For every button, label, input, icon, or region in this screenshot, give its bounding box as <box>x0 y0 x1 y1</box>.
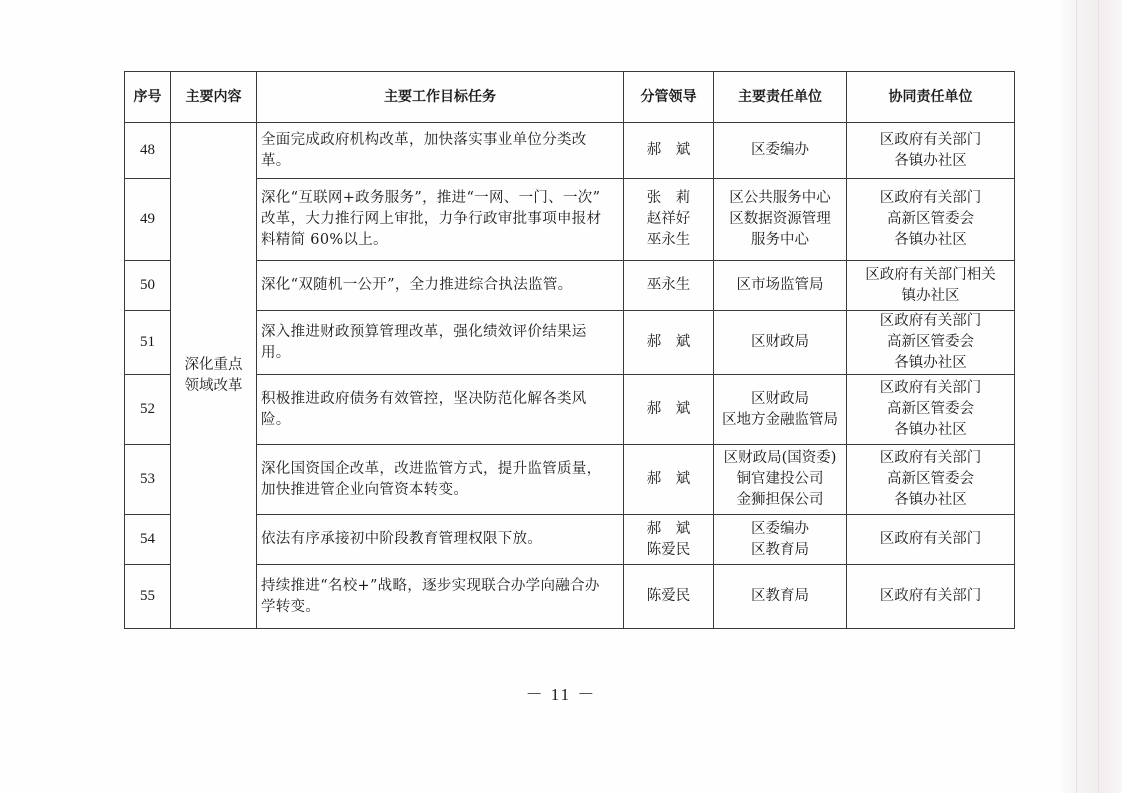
co-cell <box>847 123 1015 179</box>
co-cell-line: 高新区管委会 <box>887 471 974 487</box>
task-cell-line: 深入推进财政预算管理改革，强化绩效评价结果运 <box>261 323 587 340</box>
header-row <box>125 72 1015 123</box>
task-cell-line: 革。 <box>261 152 291 169</box>
leader-cell-line: 赵祥好 <box>646 211 691 227</box>
unit-cell-line: 区教育局 <box>751 541 809 558</box>
task-cell <box>257 375 624 445</box>
co-cell-line: 区政府有关部门 <box>879 450 982 466</box>
co-cell <box>847 445 1015 515</box>
table-row <box>125 261 1015 311</box>
leader-cell-line: 陈爱民 <box>646 541 691 558</box>
task-cell-line: 深化国资国企改革，改进监管方式，提升监管质量， <box>261 460 602 477</box>
unit-cell <box>714 445 847 515</box>
co-cell-line: 各镇办社区 <box>894 492 967 508</box>
unit-cell-line: 区财政局(国资委) <box>723 450 837 466</box>
co-cell-line: 高新区管委会 <box>887 334 974 350</box>
row-seq: 55 <box>125 565 171 629</box>
task-table <box>124 71 1015 629</box>
co-cell-line: 区政府有关部门 <box>879 131 982 148</box>
co-cell-line: 区政府有关部门 <box>879 588 982 604</box>
header-co: 协同责任单位 <box>847 72 1015 123</box>
co-cell-line: 区政府有关部门 <box>879 531 982 547</box>
task-cell <box>257 179 624 261</box>
task-cell-line: 学转变。 <box>261 598 321 615</box>
co-cell-line: 区政府有关部门 <box>879 380 982 396</box>
task-cell <box>257 123 624 179</box>
edge-line <box>1098 0 1099 793</box>
page-edge-shadow <box>1062 0 1122 793</box>
row-seq: 51 <box>125 311 171 375</box>
leader-cell-line: 郝 斌 <box>646 401 691 417</box>
header-unit: 主要责任单位 <box>714 72 847 123</box>
task-cell-line: 加快推进管企业向管资本转变。 <box>261 481 469 498</box>
table-row <box>125 445 1015 515</box>
task-cell-line: 险。 <box>261 411 291 428</box>
unit-cell <box>714 261 847 311</box>
co-cell <box>847 261 1015 311</box>
leader-cell-line: 郝 斌 <box>646 471 691 487</box>
header-leader: 分管领导 <box>624 72 714 123</box>
unit-cell-line: 区财政局 <box>751 390 809 407</box>
unit-cell-line: 金狮担保公司 <box>736 492 824 508</box>
table-row <box>125 179 1015 261</box>
table-row <box>125 375 1015 445</box>
unit-cell-line: 区委编办 <box>751 520 809 537</box>
row-seq: 49 <box>125 179 171 261</box>
page-number: － 11 － <box>525 685 597 704</box>
leader-cell <box>624 515 714 565</box>
task-cell <box>257 565 624 629</box>
co-cell-line: 区政府有关部门 <box>879 190 982 206</box>
unit-cell <box>714 515 847 565</box>
task-cell-line: 积极推进政府债务有效管控，坚决防范化解各类风 <box>261 390 587 407</box>
leader-cell-line: 陈爱民 <box>646 588 691 604</box>
task-cell-line: 深化“互联网+政务服务”，推进“一网、一门、一次” <box>261 190 601 206</box>
leader-cell <box>624 311 714 375</box>
leader-cell-line: 郝 斌 <box>646 334 691 350</box>
task-cell <box>257 445 624 515</box>
unit-cell-line: 铜官建投公司 <box>736 471 824 487</box>
unit-cell-line: 区教育局 <box>751 588 809 604</box>
unit-cell-line: 区数据资源管理 <box>729 211 831 227</box>
leader-cell-line: 张 莉 <box>646 190 691 206</box>
category-cell <box>171 123 257 629</box>
category-cell-line: 深化重点 <box>184 356 243 373</box>
co-cell-line: 高新区管委会 <box>887 211 974 227</box>
row-seq: 52 <box>125 375 171 445</box>
edge-line <box>1076 0 1077 793</box>
row-seq: 53 <box>125 445 171 515</box>
table-row <box>125 515 1015 565</box>
task-cell <box>257 261 624 311</box>
category-cell-line: 领域改革 <box>184 377 243 394</box>
row-seq: 54 <box>125 515 171 565</box>
row-seq: 50 <box>125 261 171 311</box>
leader-cell-line: 郝 斌 <box>646 142 691 158</box>
header-task: 主要工作目标任务 <box>257 72 624 123</box>
unit-cell <box>714 123 847 179</box>
leader-cell-line: 郝 斌 <box>646 520 691 537</box>
co-cell-line: 各镇办社区 <box>894 422 967 438</box>
co-cell <box>847 375 1015 445</box>
unit-cell-line: 区公共服务中心 <box>729 190 831 206</box>
header-seq: 序号 <box>125 72 171 123</box>
co-cell-line: 各镇办社区 <box>894 152 967 169</box>
unit-cell <box>714 311 847 375</box>
task-cell <box>257 311 624 375</box>
co-cell-line: 镇办社区 <box>901 287 960 304</box>
leader-cell <box>624 179 714 261</box>
co-cell-line: 各镇办社区 <box>894 355 967 371</box>
co-cell-line: 区政府有关部门相关 <box>865 266 996 283</box>
row-seq: 48 <box>125 123 171 179</box>
leader-cell <box>624 261 714 311</box>
co-cell-line: 高新区管委会 <box>887 401 974 417</box>
task-cell-line: 深化“双随机一公开”，全力推进综合执法监管。 <box>261 277 573 293</box>
co-cell-line: 区政府有关部门 <box>879 313 982 329</box>
table-row <box>125 123 1015 179</box>
unit-cell-line: 服务中心 <box>751 232 809 248</box>
leader-cell <box>624 123 714 179</box>
leader-cell-line: 巫永生 <box>646 277 691 293</box>
leader-cell-line: 巫永生 <box>646 232 691 248</box>
task-cell-line: 依法有序承接初中阶段教育管理权限下放。 <box>261 531 543 547</box>
unit-cell <box>714 565 847 629</box>
table-row <box>125 565 1015 629</box>
leader-cell <box>624 565 714 629</box>
task-cell-line: 全面完成政府机构改革，加快落实事业单位分类改 <box>261 131 587 148</box>
co-cell-line: 各镇办社区 <box>894 232 967 248</box>
co-cell <box>847 311 1015 375</box>
task-cell-line: 改革，大力推行网上审批，力争行政审批事项申报材 <box>261 211 602 227</box>
co-cell <box>847 565 1015 629</box>
unit-cell <box>714 179 847 261</box>
unit-cell-line: 区财政局 <box>751 334 809 350</box>
unit-cell-line: 区市场监管局 <box>736 277 824 293</box>
unit-cell-line: 区委编办 <box>751 142 809 158</box>
task-cell-line: 用。 <box>261 344 291 361</box>
leader-cell <box>624 375 714 445</box>
header-content: 主要内容 <box>171 72 257 123</box>
task-cell-line: 料精简 60%以上。 <box>261 232 388 248</box>
task-cell <box>257 515 624 565</box>
leader-cell <box>624 445 714 515</box>
co-cell <box>847 179 1015 261</box>
co-cell <box>847 515 1015 565</box>
unit-cell <box>714 375 847 445</box>
unit-cell-line: 区地方金融监管局 <box>722 411 838 428</box>
table-row <box>125 311 1015 375</box>
task-cell-line: 持续推进“名校+”战略，逐步实现联合办学向融合办 <box>261 577 600 594</box>
